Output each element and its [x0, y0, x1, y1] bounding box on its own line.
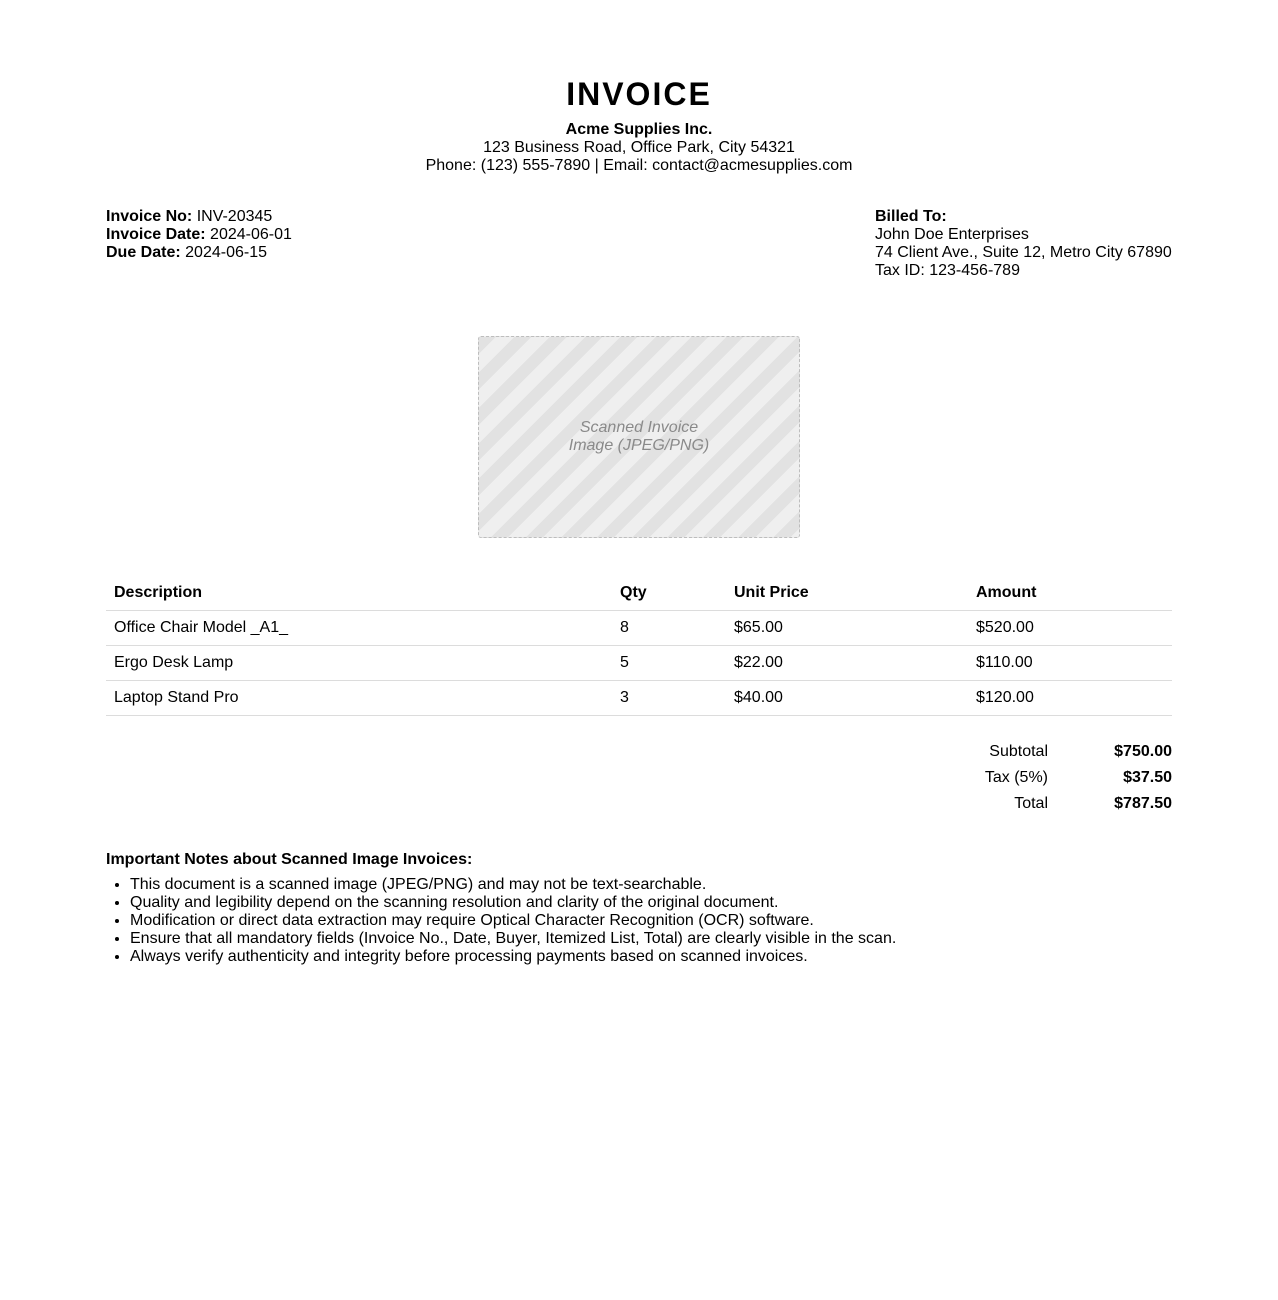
invoice-meta: [106, 208, 292, 280]
due-date-line: [106, 244, 292, 262]
cell-unit-price: $40.00: [726, 681, 968, 716]
billed-to-tax-id: Tax ID: 123-456-789: [875, 262, 1020, 279]
header-description: Description: [106, 576, 612, 611]
billed-to-name: John Doe Enterprises: [875, 226, 1029, 243]
items-table: [106, 576, 1172, 716]
billed-to: [875, 208, 1172, 280]
totals-block: [106, 742, 1172, 820]
subtotal-value: $750.00: [1114, 743, 1172, 760]
tax-row: [898, 768, 1172, 794]
cell-qty: 8: [612, 611, 726, 646]
invoice-date-label: Invoice Date:: [106, 226, 206, 243]
list-item: • Ensure that all mandatory fields (Invoice No., Date, Buyer, Itemized List, Total) are clearly visible in the scan.: [130, 930, 1172, 948]
due-date-label: Due Date:: [106, 244, 181, 261]
billed-to-label: Billed To:: [875, 208, 947, 225]
cell-amount: $120.00: [968, 681, 1172, 716]
cell-unit-price: $65.00: [726, 611, 968, 646]
company-contact: Phone: (123) 555-7890 | Email: contact@acmesupplies.com: [425, 157, 853, 174]
header-amount: Amount: [968, 576, 1172, 611]
invoice-date-line: [106, 226, 292, 244]
billed-to-address: 74 Client Ave., Suite 12, Metro City 67890: [875, 244, 1172, 261]
total-label: Total: [1014, 795, 1048, 812]
table-row: [106, 681, 1172, 716]
total-value: $787.50: [1114, 795, 1172, 812]
tax-label: Tax (5%): [984, 769, 1048, 786]
subtotal-label: Subtotal: [989, 743, 1048, 760]
scanned-image-placeholder: [478, 336, 800, 538]
cell-description: Ergo Desk Lamp: [106, 646, 612, 681]
cell-description: Office Chair Model _A1_: [106, 611, 612, 646]
invoice-title: INVOICE: [566, 76, 712, 112]
cell-qty: 5: [612, 646, 726, 681]
invoice-page: [106, 0, 1172, 966]
invoice-number-line: [106, 208, 292, 226]
subtotal-row: [898, 742, 1172, 768]
list-item: • This document is a scanned image (JPEG/PNG) and may not be text-searchable.: [130, 876, 1172, 894]
notes-title: Important Notes about Scanned Image Invoices:: [106, 851, 473, 868]
company-header: [106, 121, 1172, 175]
table-row: [106, 646, 1172, 681]
cell-unit-price: $22.00: [726, 646, 968, 681]
table-header-row: [106, 576, 1172, 611]
header-qty: Qty: [612, 576, 726, 611]
list-item: • Always verify authenticity and integrity before processing payments based on scanned invoices.: [130, 948, 1172, 966]
invoice-number: INV-20345: [196, 208, 273, 225]
scan-image-wrapper: [106, 336, 1172, 538]
tax-value: $37.50: [1123, 769, 1172, 786]
header-unit-price: Unit Price: [726, 576, 968, 611]
cell-amount: $110.00: [968, 646, 1172, 681]
list-item: • Modification or direct data extraction may require Optical Character Recognition (OCR) software.: [130, 912, 1172, 930]
list-item: • Quality and legibility depend on the scanning resolution and clarity of the original document.: [130, 894, 1172, 912]
invoice-date: 2024-06-01: [210, 226, 292, 243]
due-date: 2024-06-15: [185, 244, 267, 261]
notes-list: [106, 876, 1172, 966]
cell-description: Laptop Stand Pro: [106, 681, 612, 716]
scan-placeholder-text: Scanned Invoice Image (JPEG/PNG): [568, 419, 710, 454]
company-address: 123 Business Road, Office Park, City 54321: [483, 139, 795, 156]
invoice-number-label: Invoice No:: [106, 208, 193, 225]
table-row: [106, 611, 1172, 646]
cell-amount: $520.00: [968, 611, 1172, 646]
cell-qty: 3: [612, 681, 726, 716]
invoice-info-row: [106, 208, 1172, 280]
total-row: [898, 794, 1172, 820]
company-name: Acme Supplies Inc.: [565, 121, 713, 138]
